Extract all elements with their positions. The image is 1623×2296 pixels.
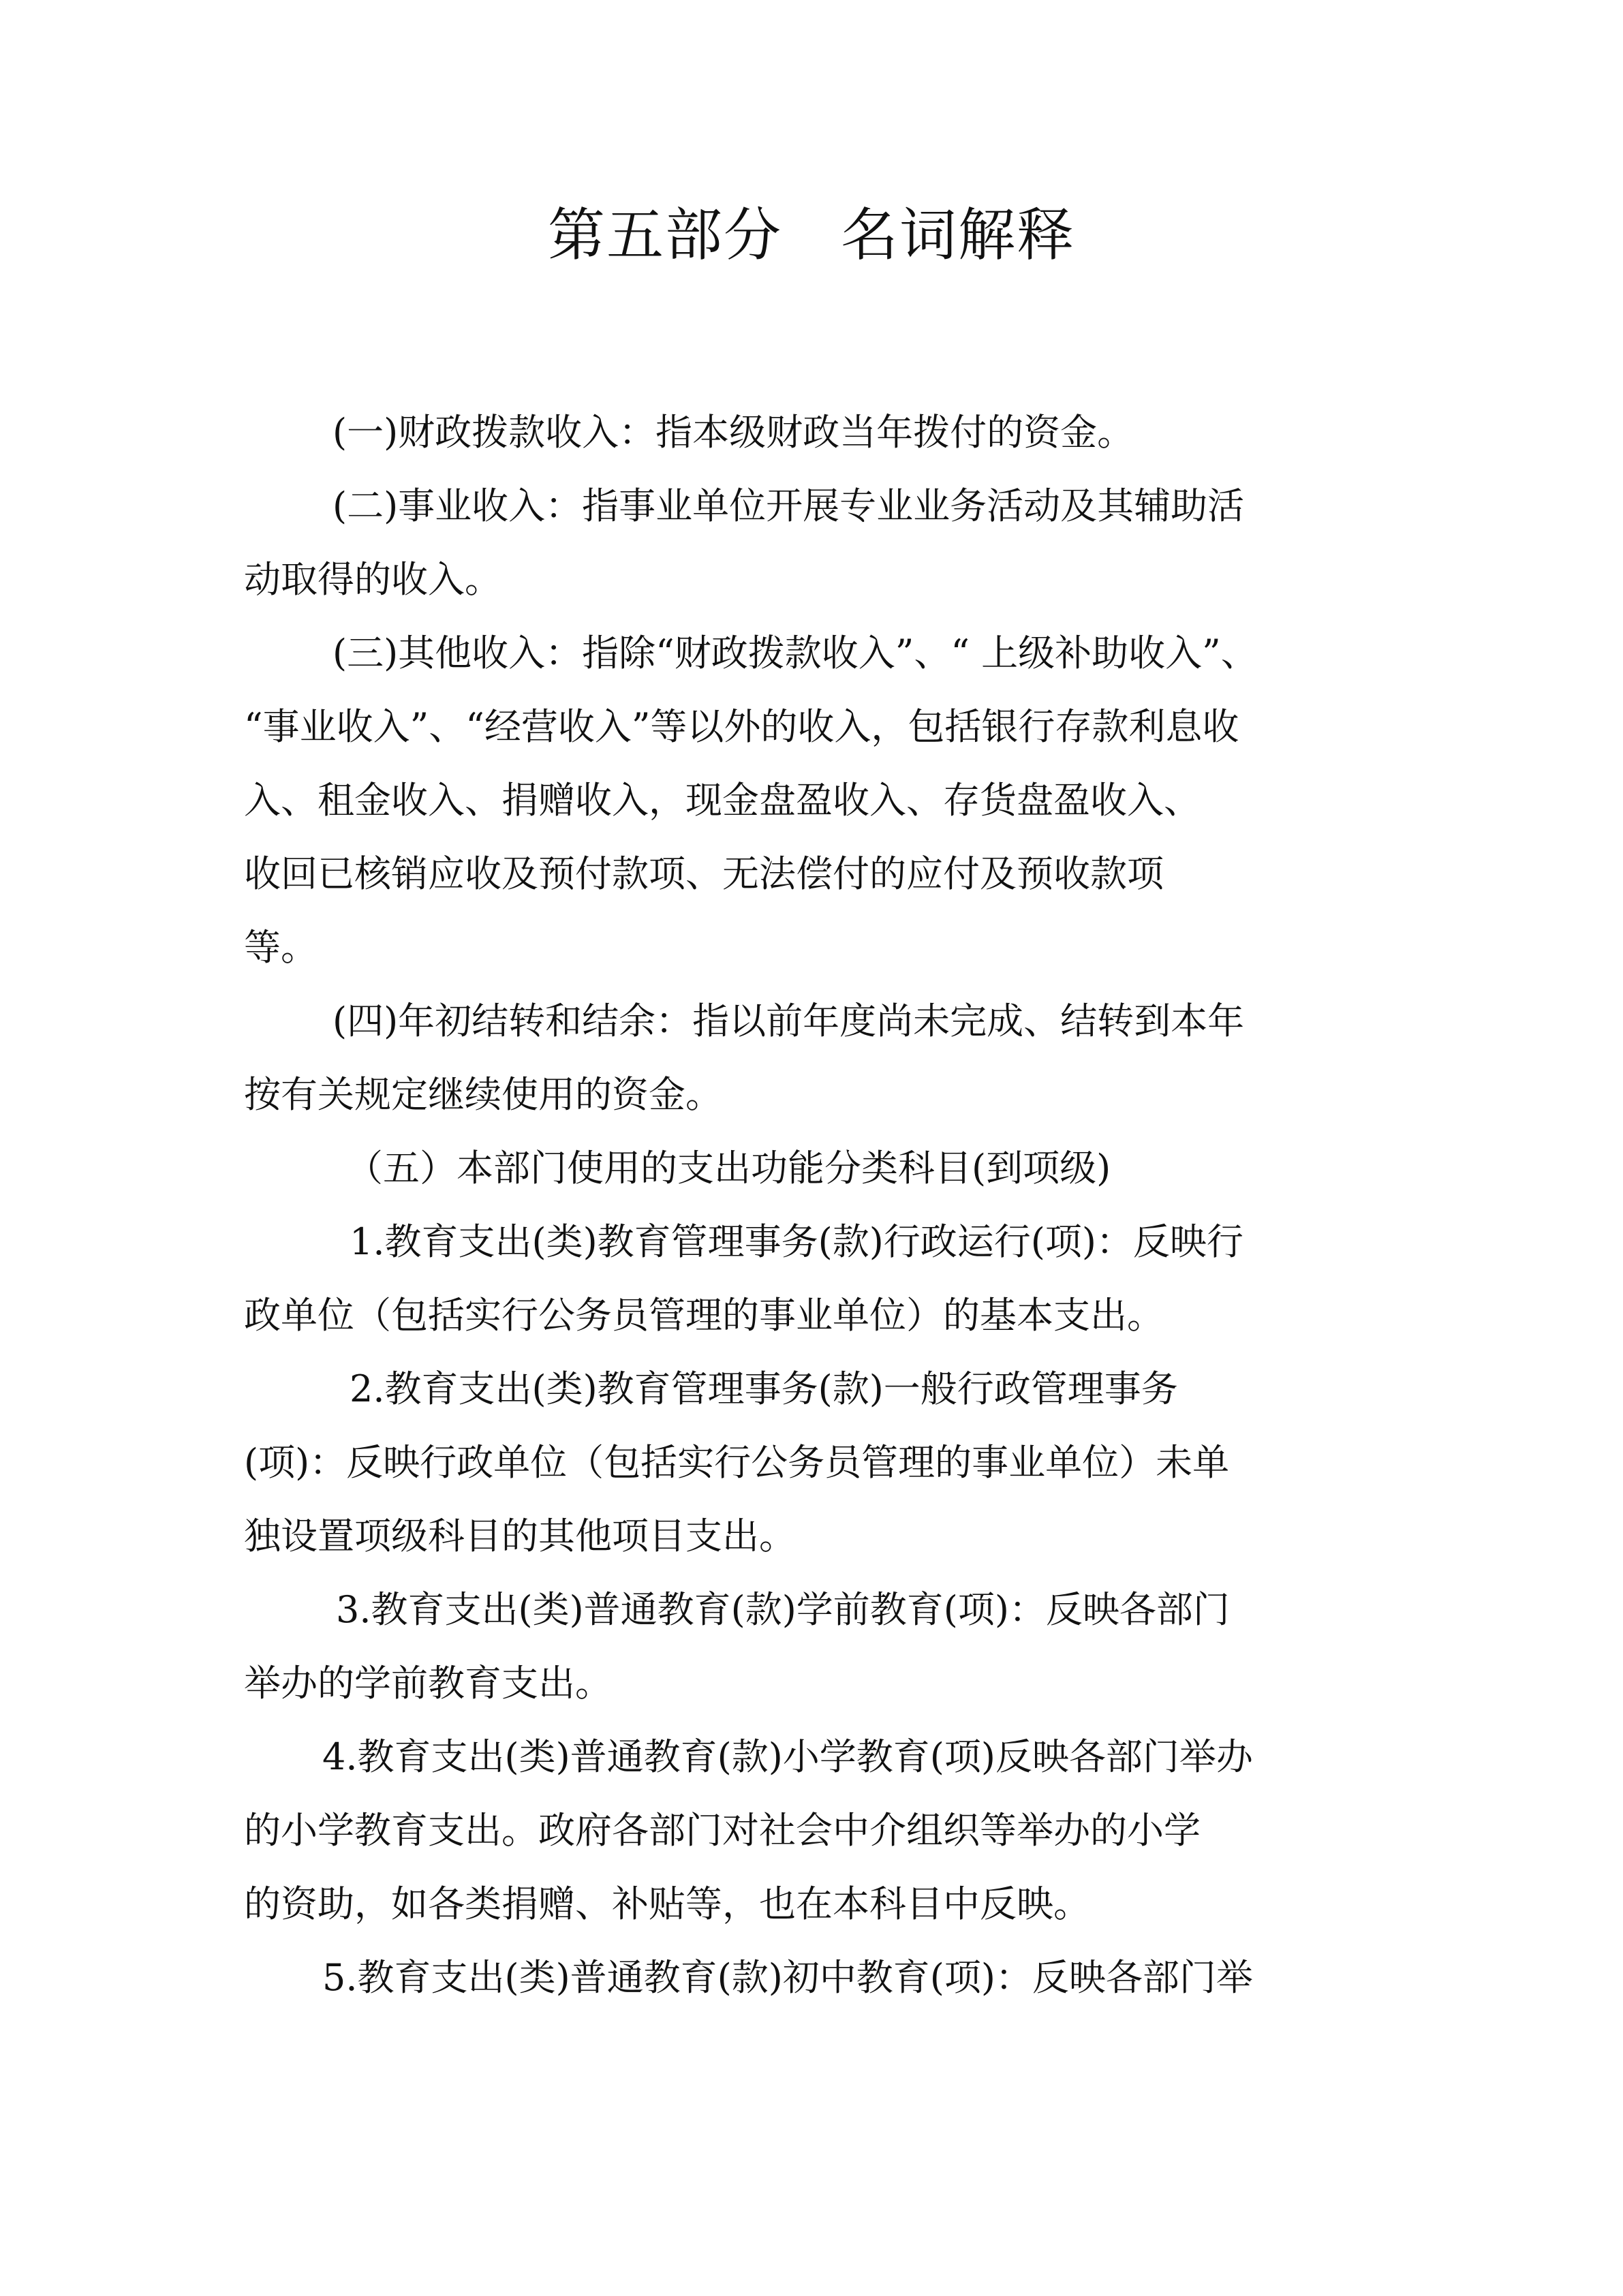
paragraph-line: 4.教育支出(类)普通教育(款)小学教育(项)反映各部门举办 (322, 1735, 1253, 1778)
paragraph-line: (一)财政拨款收入：指本级财政当年拨付的资金。 (333, 411, 1134, 454)
paragraph-line: 动取得的收入。 (244, 558, 501, 601)
paragraph-line: （五）本部门使用的支出功能分类科目(到项级) (346, 1147, 1111, 1190)
paragraph-line: (项)：反映行政单位（包括实行公务员管理的事业单位）未单 (244, 1441, 1230, 1484)
paragraph-line: 按有关规定继续使用的资金。 (244, 1073, 722, 1116)
paragraph-line: 的小学教育支出。政府各部门对社会中介组织等举办的小学 (244, 1809, 1201, 1852)
paragraph-line: (二)事业收入：指事业单位开展专业业务活动及其辅助活 (333, 484, 1245, 527)
paragraph-line: 2.教育支出(类)教育管理事务(款)一般行政管理事务 (350, 1367, 1178, 1410)
paragraph-line: 等。 (244, 926, 318, 969)
paragraph-line: 1.教育支出(类)教育管理事务(款)行政运行(项)：反映行 (350, 1220, 1243, 1263)
paragraph-line: 独设置项级科目的其他项目支出。 (244, 1515, 796, 1557)
paragraph-line: 5.教育支出(类)普通教育(款)初中教育(项)：反映各部门举 (322, 1956, 1253, 1999)
paragraph-line: 收回已核销应收及预付款项、无法偿付的应付及预收款项 (244, 852, 1164, 895)
paragraph-line: 政单位（包括实行公务员管理的事业单位）的基本支出。 (244, 1294, 1164, 1337)
paragraph-line: (三)其他收入：指除“财政拨款收入”、“ 上级补助收入”、 (333, 632, 1258, 674)
paragraph-line: 举办的学前教育支出。 (244, 1662, 612, 1705)
paragraph-line: (四)年初结转和结余：指以前年度尚未完成、结转到本年 (333, 999, 1245, 1042)
page-title: 第五部分 名词解释 (547, 202, 1075, 268)
body-text (244, 396, 1389, 2015)
paragraph-line: 的资助，如各类捐赠、补贴等，也在本科目中反映。 (244, 1882, 1090, 1925)
paragraph-line: 3.教育支出(类)普通教育(款)学前教育(项)：反映各部门 (336, 1588, 1230, 1631)
paragraph-line: “事业收入”、“经营收入”等以外的收入，包括银行存款利息收 (244, 705, 1239, 748)
paragraph-line: 入、租金收入、捐赠收入，现金盘盈收入、存货盘盈收入、 (244, 779, 1201, 822)
